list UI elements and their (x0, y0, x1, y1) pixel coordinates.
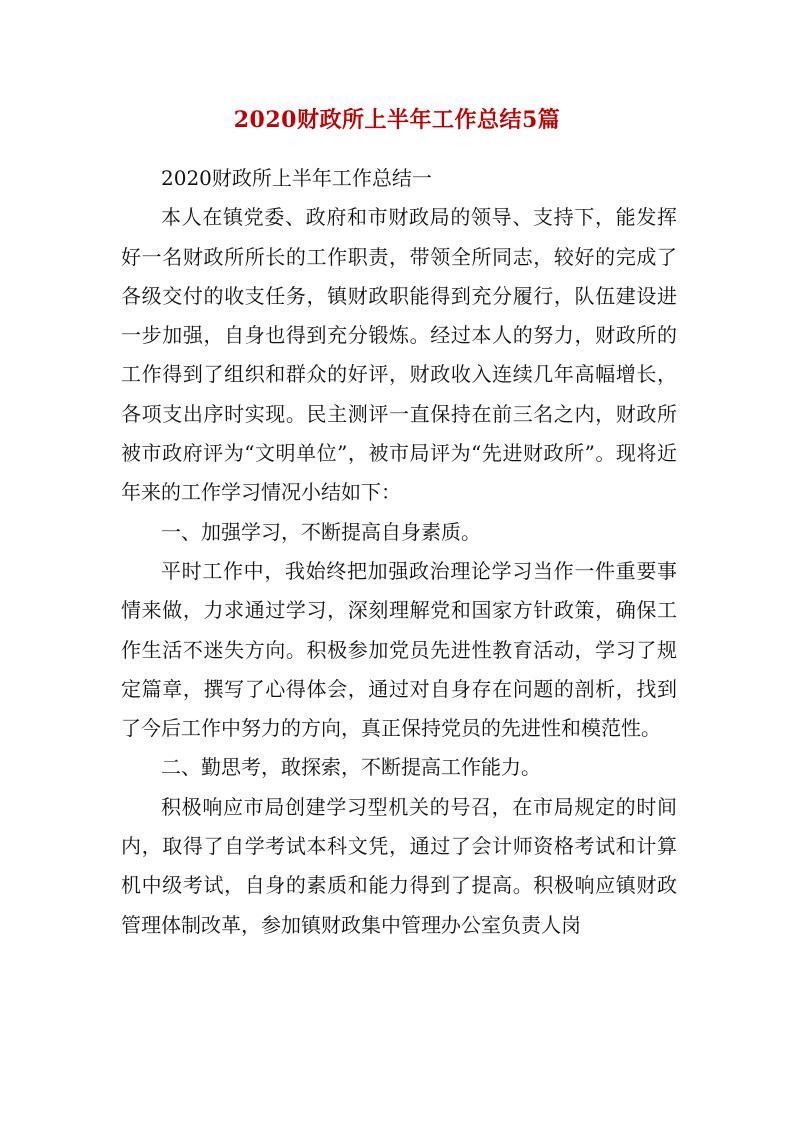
paragraph-ability: 积极响应市局创建学习型机关的号召，在市局规定的时间内，取得了自学考试本科文凭，通过了会计师资格考试和计算机中级考试，自身的素质和能力得到了提高。积极响应镇财政管理体制改革，参加镇财政集中管理办公室负责人岗 (121, 794, 677, 937)
paragraph-study: 平时工作中，我始终把加强政治理论学习当作一件重要事情来做，力求通过学习，深刻理解党和国家方针政策，确保工作生活不迷失方向。积极参加党员先进性教育活动，学习了规定篇章，撰写了心得体会，通过对自身存在问题的剖析，找到了今后工作中努力的方向，真正保持党员的先进性和模范性。 (121, 558, 677, 741)
paragraph-introduction: 本人在镇党委、政府和市财政局的领导、支持下，能发挥好一名财政所所长的工作职责，带领全所同志，较好的完成了各级交付的收支任务，镇财政职能得到充分履行，队伍建设进一步加强，自身也得到充分锻炼。经过本人的努力，财政所的工作得到了组织和群众的好评，财政收入连续几年高幅增长，各项支出序时实现。民主测评一直保持在前三名之内，财政所被市政府评为“文明单位”，被市局评为“先进财政所”。现将近年来的工作学习情况小结如下： (121, 205, 677, 505)
document-body (121, 159, 677, 945)
paragraph-section-heading: 2020财政所上半年工作总结一 (161, 166, 432, 190)
paragraph-heading-2: 二、勤思考，敢探索，不断提高工作能力。 (161, 755, 541, 780)
paragraph-heading-1: 一、加强学习，不断提高自身素质。 (161, 519, 481, 544)
document-title: 2020财政所上半年工作总结5篇 (233, 107, 561, 133)
